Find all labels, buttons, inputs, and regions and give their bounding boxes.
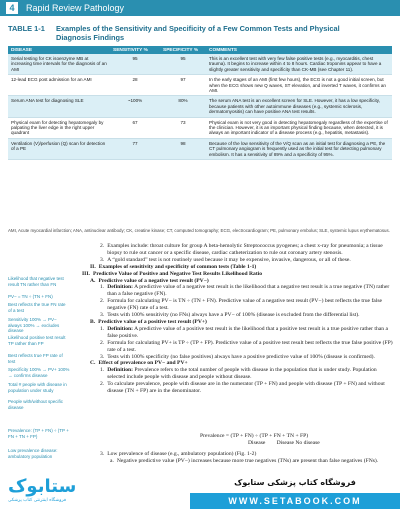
- cell-specificity: 97: [160, 75, 206, 96]
- cell-comment: The serum ANA test is an excellent screen for SLE. However, it has a low specificity, because patients with other autoimmune diseases (e.g., systemic sclerosis, dermatomyositis) can have positive ANA test results.: [206, 96, 392, 117]
- list-item: 3. Tests with 100% specificity (no false positives) always have a positive predictive value of 100% (disease is confirmed).: [100, 353, 375, 360]
- footer-title: فروشگاه کتاب پزشکی ستابوک: [234, 478, 356, 487]
- sidebar-note: People with/without specific disease: [8, 399, 64, 410]
- logo-mark: ستابوک: [8, 476, 77, 497]
- sidebar-note: Best reflects true FP rate of test: [8, 353, 63, 364]
- setabook-logo: [8, 476, 77, 510]
- cell-comment: Physical exam is not very good in detecting hepatomegaly regardless of the expertise of the clinician. However, it is an important physical finding because, when detected, it is always an important indicator of a disease process (e.g., hepatitis, metastasis).: [206, 117, 392, 138]
- sidebar-note: PV− = TN ÷ (TN + FN): [8, 294, 53, 299]
- cell-specificity: 80%: [160, 96, 206, 117]
- table-row: [8, 75, 392, 96]
- formula-text: Prevalence = (TP + FN) ÷ (TP + FN + TN + FP): [200, 433, 309, 439]
- table-title-line2: Diagnosis Findings: [56, 33, 125, 42]
- cell-comment: In the early stages of an AMI (first few hours), the ECG is not a good initial screen, but when the ECG shows new Q waves, ST elevation, and inverted T waves, it confirms an AMI.: [206, 75, 392, 96]
- table-row: [8, 138, 392, 159]
- list-item: 1. Definition: Prevalence refers to the total number of people with disease in the population that is under study. Population selected include people with disease and people without disease.: [100, 367, 377, 381]
- section-heading: II. Examples of sensitivity and specificity of common tests (Table 1-1): [90, 263, 257, 270]
- sidebar-note: Sensitivity 100% → PV− always 100% → excludes disease: [8, 317, 60, 334]
- list-item: 1. Definition: A predictive value of a positive test result is the likelihood that a positive test result is a true positive rather than a false positive.: [100, 325, 388, 339]
- main-body: [82, 243, 394, 395]
- col-specificity: SPECIFICITY %: [160, 46, 206, 54]
- footer-banner: [190, 476, 400, 516]
- cell-disease: Serum ANA test for diagnosing SLE: [8, 96, 110, 117]
- formula-label-disease: Disease: [248, 440, 266, 446]
- sidebar-note: Best reflects the true FN rate of a test: [8, 302, 66, 313]
- table-abbreviations: AMI, Acute myocardial infarction; ANA, antinuclear antibody; CK, creatine kinase; CT, computed tomography; ECG, electrocardiogram; PE, pulmonary embolus; SLE, systemic lupus erythematosus.: [8, 228, 390, 233]
- sidebar-note: Specificity 100% → PV+ 100% → confirms disease: [8, 367, 70, 378]
- cell-disease: 12-lead ECG post admission for an AMI: [8, 75, 110, 96]
- cell-sensitivity: 67: [110, 117, 160, 138]
- cell-sensitivity: ~100%: [110, 96, 160, 117]
- table-title: [8, 24, 392, 42]
- sensitivity-table: [8, 46, 392, 160]
- main-body-end: [82, 451, 394, 465]
- table-label: TABLE 1-1: [8, 24, 45, 33]
- list-item: 2. Examples include: throat culture for group A beta-hemolytic Streptococcus pyogenes; a chest x-ray for pneumonia; a tissue biopsy to rule out cancer or a specific disease, cardiac catheterization to rule out coronary artery stenosis.: [100, 243, 383, 256]
- subsection-heading: C. Effect of prevalence on PV− and PV+: [90, 360, 188, 367]
- sidebar-note: Prevalence: (TP + FN) ÷ (TP + FN + TN + FP): [8, 428, 69, 439]
- list-item: 2. To calculate prevalence, people with disease are in the numerator (TP + FN) and people with disease (TP + FN) and without disease (TN + FP) are in the denominator.: [100, 381, 385, 395]
- cell-disease: Physical exam for detecting hepatomegaly by palpating the liver edge in the right upper quadrant: [8, 117, 110, 138]
- prevalence-formula: [200, 433, 390, 447]
- list-item: 2. Formula for calculating PV+ is TP ÷ (TP + FP). Predictive value of a positive test result best reflects the true false positive (FP) rate of a test.: [100, 339, 393, 353]
- list-item: 1. Definition: A predictive value of a negative test result is the likelihood that a negative test result is a true negative (TN) rather than a false negative (FN).: [100, 284, 390, 298]
- cell-specificity: 98: [160, 138, 206, 159]
- table-header-row: [8, 46, 392, 54]
- sidebar-note: Total # people with disease in population under study: [8, 382, 67, 393]
- col-disease: DISEASE: [8, 46, 110, 54]
- cell-specificity: 95: [160, 54, 206, 75]
- running-title: Rapid Review Pathology: [26, 3, 125, 13]
- sidebar-note: Likelihood positive test result TP rather than FP: [8, 335, 66, 346]
- sidebar-note: Likelihood that negative test result TN rather than FN: [8, 276, 64, 287]
- logo-subtitle: فروشگاه اینترنتی کتاب پزشکی: [8, 498, 66, 503]
- cell-sensitivity: 28: [110, 75, 160, 96]
- subsection-heading: A. Predictive value of a negative test result (PV−): [90, 277, 209, 284]
- cell-disease: Serial testing for CK isoenzyme MB at increasing time intervals for the diagnosis of an AMI: [8, 54, 110, 75]
- list-item: 3. A “gold standard” test is not routinely used because it may be expensive, invasive, dangerous, or all of these.: [100, 256, 351, 263]
- cell-disease: Ventilation (V)/perfusion (Q) scan for detection of a PE: [8, 138, 110, 159]
- table-row: [8, 117, 392, 138]
- cell-sensitivity: 95: [110, 54, 160, 75]
- subsection-heading: B. Predictive value of a positive test result (PV+): [90, 318, 207, 325]
- formula-label-disease-nodisease: Disease No disease: [276, 440, 320, 446]
- list-item: a. Negative predictive value (PV−) increases because more true negatives (TNs) are present than false negatives (FNs).: [110, 457, 379, 464]
- table-title-line1: Examples of the Sensitivity and Specificity of a Few Common Tests and Physical: [56, 24, 340, 33]
- list-item: 3. Low prevalence of disease (e.g., ambulatory population) (Fig. 1-2): [100, 451, 257, 457]
- sidebar-note: Low prevalence disease: ambulatory population: [8, 448, 58, 459]
- cell-specificity: 73: [160, 117, 206, 138]
- list-item: 3. Tests with 100% sensitivity (no FNs) always have a PV− of 100% (disease is excluded from the differential list).: [100, 312, 360, 319]
- col-comments: COMMENTS: [206, 46, 392, 54]
- section-heading: III. Predictive Value of Positive and Negative Test Results Likelihood Ratio: [82, 270, 263, 277]
- cell-comment: Because of the low sensitivity of the V/Q scan as an initial test for diagnosing a PE, the CT pulmonary angiogram is frequently used as the initial test for detecting pulmonary embolism. It has a sensitivity of 89% and a specificity of 95%.: [206, 138, 392, 159]
- col-sensitivity: SENSITIVITY %: [110, 46, 160, 54]
- page-header: [0, 0, 400, 16]
- cell-comment: This is an excellent test with very few false positive tests (e.g., myocarditis, chest trauma). It begins to increase within 4 to 8 hours. Cardiac troponins appear to have a slightly greater sensitivity and specificity than CK-MB (see Chapter 11).: [206, 54, 392, 75]
- table-row: [8, 54, 392, 75]
- footer-url[interactable]: WWW.SETABOOK.COM: [190, 493, 400, 509]
- list-item: 2. Formula for calculating PV− is TN ÷ (TN + FN). Predictive value of a negative test result (PV−) best reflects the true false negative (FN) rate of a test.: [100, 298, 382, 312]
- table-row: [8, 96, 392, 117]
- cell-sensitivity: 77: [110, 138, 160, 159]
- page-number: 4: [6, 2, 18, 14]
